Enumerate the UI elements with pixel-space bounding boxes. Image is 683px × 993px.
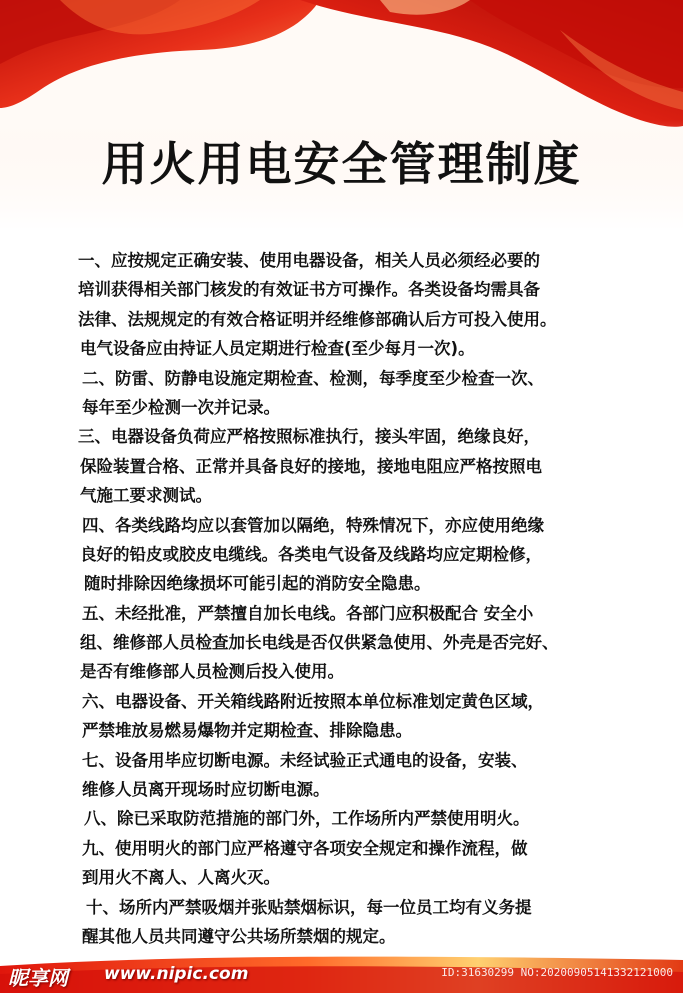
text-line: 良好的铅皮或胶皮电缆线。各类电气设备及线路均应定期检修，: [80, 544, 542, 564]
text-line: 随时排除因绝缘损坏可能引起的消防安全隐患。: [84, 574, 431, 594]
watermark-site: www.nipic.com: [104, 964, 249, 984]
text-line: 培训获得相关部门核发的有效证书方可操作。各类设备均需具备: [78, 280, 540, 300]
text-line: 七、设备用毕应切断电源。未经试验正式通电的设备，安装、: [82, 750, 528, 770]
watermark-id: ID:31630299 NO:20200905141332121000: [441, 966, 673, 979]
text-line: 醒其他人员共同遵守公共场所禁烟的规定。: [82, 926, 396, 946]
red-silk-graphic: [0, 0, 683, 230]
text-line: 九、使用明火的部门应严格遵守各项安全规定和操作流程，做: [82, 838, 528, 858]
text-line: 法律、法规规定的有效合格证明并经维修部确认后方可投入使用。: [78, 309, 557, 329]
text-line: 电气设备应由持证人员定期进行检查(至少每月一次)。: [80, 339, 475, 359]
text-line: 六、电器设备、开关箱线路附近按照本单位标准划定黄色区域，: [82, 691, 544, 711]
regulation-body: [78, 246, 663, 951]
text-line: 四、各类线路均应以套管加以隔绝，特殊情况下，亦应使用绝缘: [82, 515, 544, 535]
text-line: 十、场所内严禁吸烟并张贴禁烟标识，每一位员工均有义务提: [86, 897, 532, 917]
text-line: 是否有维修部人员检测后投入使用。: [80, 662, 344, 682]
text-line: 组、维修部人员检查加长电线是否仅供紧急使用、外壳是否完好、: [80, 633, 559, 653]
page-title: 用火用电安全管理制度: [101, 137, 582, 191]
red-silk-banner: [0, 0, 683, 230]
text-line: 严禁堆放易燃易爆物并定期检查、排除隐患。: [82, 721, 412, 741]
text-line: 三、电器设备负荷应严格按照标准执行，接头牢固，绝缘良好，: [78, 427, 540, 447]
watermark-brand: 昵享网: [8, 966, 68, 990]
text-line: 到用火不离人、人离火灭。: [82, 868, 280, 888]
text-line: 每年至少检测一次并记录。: [82, 397, 280, 417]
text-line: 保险装置合格、正常并具备良好的接地，接地电阻应严格按照电: [80, 456, 542, 476]
text-line: 八、除已采取防范措施的部门外，工作场所内严禁使用明火。: [84, 809, 530, 829]
text-line: 五、未经批准，严禁擅自加长电线。各部门应积极配合 安全小: [82, 603, 534, 623]
text-line: 一、应按规定正确安装、使用电器设备，相关人员必须经必要的: [78, 251, 540, 270]
text-line: 气施工要求测试。: [80, 486, 212, 506]
text-line: 维修人员离开现场时应切断电源。: [82, 780, 330, 800]
text-line: 二、防雷、防静电设施定期检查、检测，每季度至少检查一次、: [82, 368, 544, 388]
